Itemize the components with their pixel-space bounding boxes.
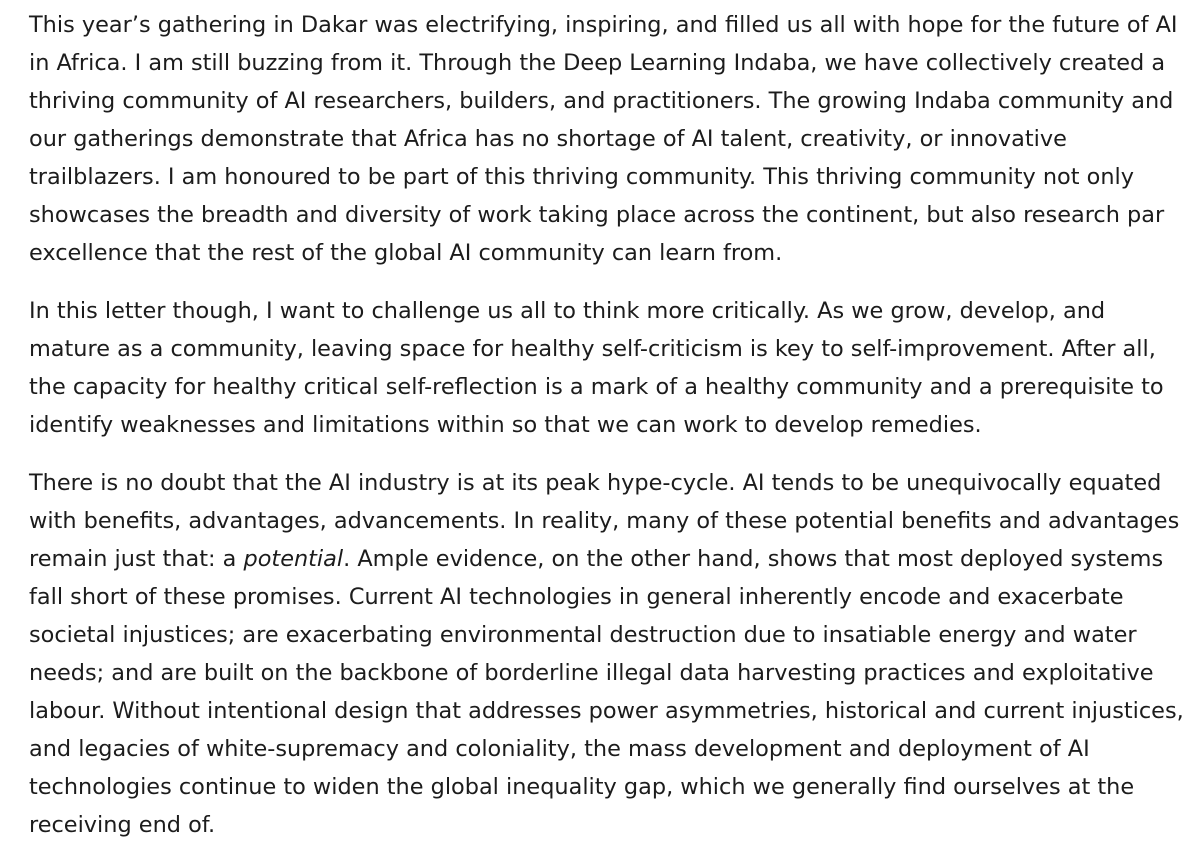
emphasis-potential: potential xyxy=(243,546,344,572)
paragraph-2: In this letter though, I want to challenge us all to think more critically. As we grow, develop, and mature as a community, leaving space for healthy self-criticism is key to self-improvement. After all, the capacity for healthy critical self-reflection is a mark of a healthy community and a prerequisite to identify weaknesses and limitations within so that we can work to develop remedies. xyxy=(29,298,1164,438)
paragraph-3-rest: . Ample evidence, on the other hand, shows that most deployed systems fall short of these promises. Current AI technologies in general inherently encode and exacerbate societal injustices; are exacerbating environmental destruction due to insatiable energy and water needs; and are built on the backbone of borderline illegal data harvesting practices and exploitative labour. Without intentional design that addresses power asymmetries, historical and current injustices, and legacies of white-supremacy and coloniality, the mass development and deployment of AI technologies continue to widen the global inequality gap, which we generally find ourselves at the receiving end of. xyxy=(29,546,1184,838)
paragraph-3-lead: There is no doubt that the AI industry is at its peak hype-cycle. AI tends to be unequivocally equated with benefits, advantages, advancements. In reality, many of these potential benefits and advantages remain just that: a xyxy=(29,470,1180,572)
paragraph-1: This year’s gathering in Dakar was electrifying, inspiring, and filled us all with hope for the future of AI in Africa. I am still buzzing from it. Through the Deep Learning Indaba, we have collectively created a thriving community of AI researchers, builders, and practitioners. The growing Indaba community and our gatherings demonstrate that Africa has no shortage of AI talent, creativity, or innovative trailblazers. I am honoured to be part of this thriving community. This thriving community not only showcases the breadth and diversity of work taking place across the continent, but also research par excellence that the rest of the global AI community can learn from. xyxy=(29,12,1178,266)
letter-body xyxy=(29,6,1184,844)
paragraph-3 xyxy=(29,464,1184,844)
